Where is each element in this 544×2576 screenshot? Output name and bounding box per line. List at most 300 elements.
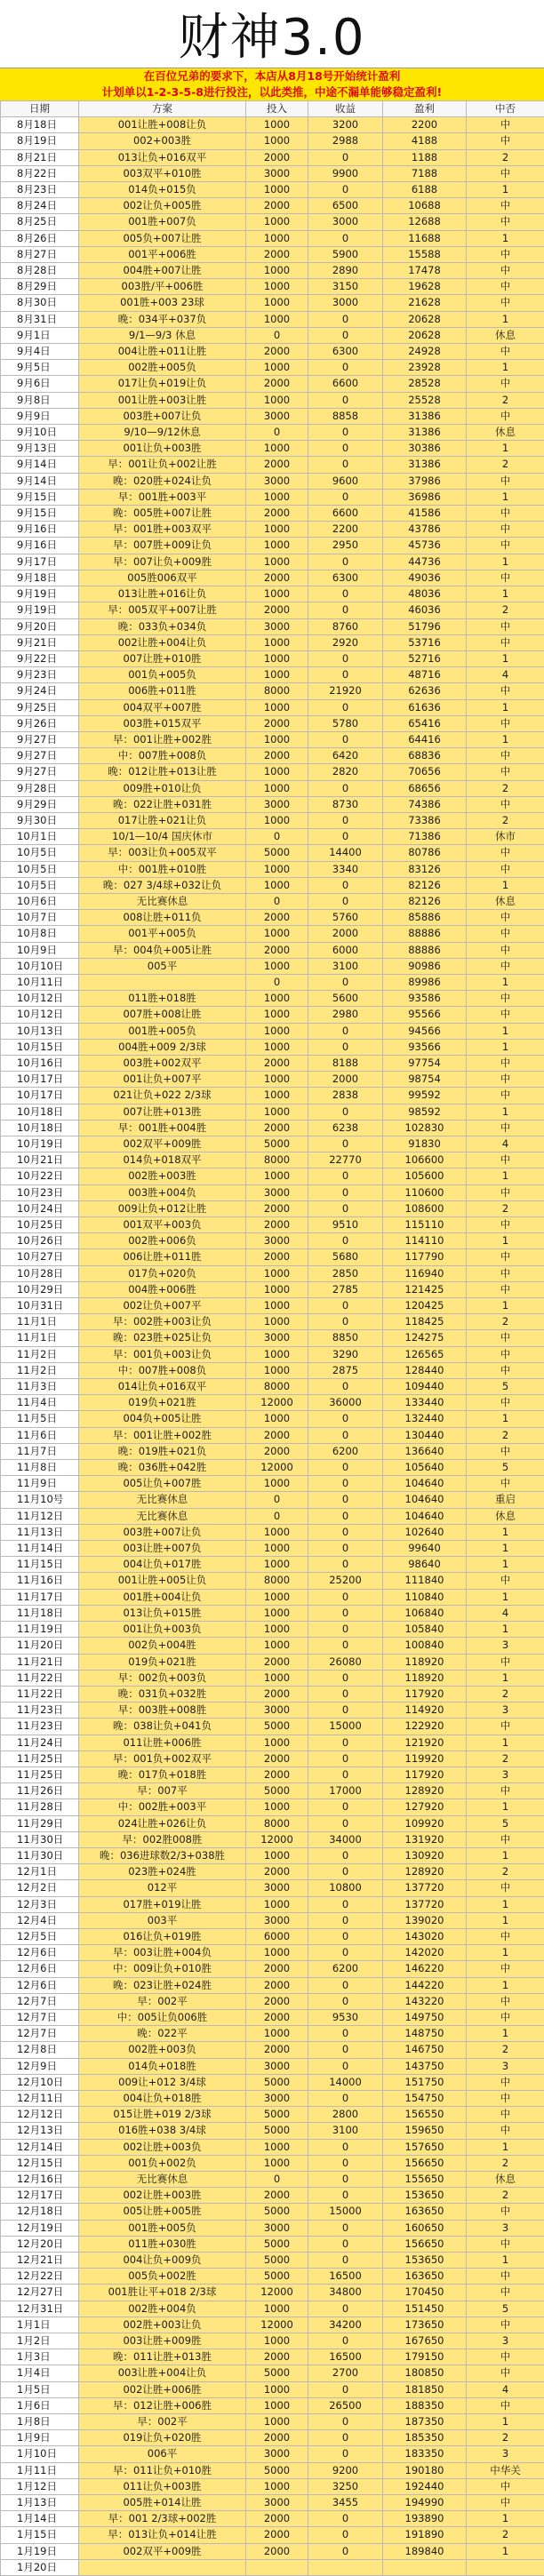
row-profit: 98754 (383, 1072, 467, 1088)
row-plan: 晚：005胜+007让胜 (79, 506, 246, 522)
table-row (1, 1880, 544, 1896)
row-result: 中 (467, 2269, 544, 2285)
row-profit: 102640 (383, 1524, 467, 1540)
row-stake: 2000 (246, 570, 308, 586)
row-profit: 170450 (383, 2285, 467, 2301)
table-row (1, 1088, 544, 1104)
row-result: 1 (467, 2253, 544, 2269)
row-stake: 1000 (246, 991, 308, 1007)
row-stake: 1000 (246, 295, 308, 311)
row-plan: 早：001 2/3球+002胜 (79, 2511, 246, 2527)
row-result: 中 (467, 1993, 544, 2009)
row-profit: 183350 (383, 2446, 467, 2462)
table-row (1, 1443, 544, 1459)
row-stake: 2000 (246, 1200, 308, 1216)
row-profit: 7188 (383, 165, 467, 181)
row-plan: 002让胜+003胜 (79, 2188, 246, 2204)
row-stake: 1000 (246, 1945, 308, 1961)
row-return: 2890 (308, 263, 383, 279)
row-return: 0 (308, 2026, 383, 2042)
row-return: 15000 (308, 2204, 383, 2220)
row-stake: 1000 (246, 1281, 308, 1297)
row-profit: 102830 (383, 1120, 467, 1136)
row-stake: 2000 (246, 1055, 308, 1071)
table-row (1, 1735, 544, 1751)
row-return: 0 (308, 2236, 383, 2252)
row-date: 11月19日 (1, 1622, 79, 1638)
row-result: 中 (467, 1928, 544, 1944)
row-result: 中 (467, 1265, 544, 1281)
row-date: 8月22日 (1, 165, 79, 181)
row-result: 1 (467, 1896, 544, 1912)
row-date: 9月19日 (1, 602, 79, 618)
row-plan: 004胜+007让胜 (79, 263, 246, 279)
row-stake: 2000 (246, 506, 308, 522)
row-date: 10月17日 (1, 1072, 79, 1088)
row-stake: 0 (246, 893, 308, 909)
row-profit: 110600 (383, 1184, 467, 1200)
row-profit: 126565 (383, 1346, 467, 1362)
table-row (1, 2349, 544, 2365)
table-row (1, 2042, 544, 2058)
row-result: 5 (467, 1815, 544, 1831)
table-row (1, 1831, 544, 1847)
row-stake: 2000 (246, 2042, 308, 2058)
table-row (1, 1524, 544, 1540)
table-row (1, 715, 544, 731)
table-row (1, 1411, 544, 1427)
row-plan: 001让胜+005让负 (79, 1573, 246, 1589)
table-row (1, 295, 544, 311)
table-row (1, 2365, 544, 2381)
row-profit: 53716 (383, 634, 467, 650)
row-profit: 137720 (383, 1896, 467, 1912)
row-stake: 1000 (246, 1088, 308, 1104)
table-row (1, 845, 544, 861)
row-return: 0 (308, 1815, 383, 1831)
row-result: 中 (467, 1055, 544, 1071)
row-profit: 132440 (383, 1411, 467, 1427)
row-result: 2 (467, 2527, 544, 2543)
row-plan: 早：003让胜+004负 (79, 1945, 246, 1961)
row-result: 中 (467, 214, 544, 230)
row-profit: 80786 (383, 845, 467, 861)
table-row (1, 408, 544, 424)
row-return: 9510 (308, 1217, 383, 1233)
row-plan: 014负+015负 (79, 182, 246, 198)
row-plan: 003胜+007让负 (79, 1524, 246, 1540)
row-profit: 194990 (383, 2495, 467, 2511)
row-plan: 早：001让胜+002胜 (79, 731, 246, 747)
row-plan: 002让胜+006胜 (79, 2381, 246, 2397)
row-stake: 1000 (246, 1104, 308, 1120)
row-return: 16500 (308, 2269, 383, 2285)
row-date: 10月10日 (1, 958, 79, 974)
table-row (1, 2090, 544, 2106)
row-date: 11月13日 (1, 1524, 79, 1540)
table-row (1, 1638, 544, 1654)
row-result: 2 (467, 1427, 544, 1443)
row-plan: 003平 (79, 1912, 246, 1928)
row-profit: 43786 (383, 522, 467, 538)
row-plan: 019让负+020胜 (79, 2430, 246, 2446)
row-result: 5 (467, 2301, 544, 2317)
table-row (1, 2204, 544, 2220)
row-stake: 1000 (246, 230, 308, 246)
row-result: 中 (467, 2204, 544, 2220)
row-profit: 121920 (383, 1735, 467, 1751)
row-date: 9月14日 (1, 473, 79, 489)
row-return: 2988 (308, 133, 383, 149)
row-date: 11月4日 (1, 1395, 79, 1411)
table-row (1, 2333, 544, 2349)
row-stake: 2000 (246, 198, 308, 214)
row-date: 1月10日 (1, 2446, 79, 2462)
row-date: 10月24日 (1, 1200, 79, 1216)
row-date: 10月7日 (1, 910, 79, 926)
row-return: 0 (308, 2058, 383, 2074)
row-stake: 1000 (246, 441, 308, 457)
table-row (1, 1476, 544, 1492)
row-date: 11月10号 (1, 1492, 79, 1508)
row-result: 1 (467, 2139, 544, 2155)
row-profit: 48036 (383, 586, 467, 602)
row-date: 11月2日 (1, 1362, 79, 1378)
row-plan: 001让负+007平 (79, 1072, 246, 1088)
row-profit: 124275 (383, 1330, 467, 1346)
row-return: 0 (308, 1605, 383, 1621)
row-profit: 52716 (383, 650, 467, 666)
row-date: 10月28日 (1, 1265, 79, 1281)
row-stake: 3000 (246, 2495, 308, 2511)
row-result: 中华关 (467, 2462, 544, 2478)
table-row (1, 699, 544, 715)
row-profit: 156650 (383, 2155, 467, 2171)
row-plan: 002让负+007平 (79, 1298, 246, 1314)
row-result: 1 (467, 1622, 544, 1638)
row-stake: 3000 (246, 1184, 308, 1200)
row-plan: 001让胜+008让负 (79, 117, 246, 133)
row-plan: 001胜+007负 (79, 214, 246, 230)
row-profit: 99640 (383, 1541, 467, 1557)
row-stake: 5000 (246, 2269, 308, 2285)
row-return: 5680 (308, 1249, 383, 1265)
row-plan: 晚：017负+018胜 (79, 1767, 246, 1782)
row-profit: 114110 (383, 1233, 467, 1249)
row-plan: 014负+018双平 (79, 1152, 246, 1168)
row-stake: 1000 (246, 667, 308, 683)
row-result: 休息 (467, 327, 544, 343)
row-return: 6000 (308, 942, 383, 958)
row-plan: 003让胜+004让负 (79, 2365, 246, 2381)
row-return: 2875 (308, 1362, 383, 1378)
row-date: 9月26日 (1, 715, 79, 731)
table-row (1, 796, 544, 812)
row-stake: 2000 (246, 2527, 308, 2543)
row-stake: 2000 (246, 715, 308, 731)
row-return: 14000 (308, 2074, 383, 2090)
row-result: 2 (467, 2188, 544, 2204)
row-return: 0 (308, 360, 383, 376)
row-date: 10月5日 (1, 877, 79, 893)
row-plan: 晚：019胜+021负 (79, 1443, 246, 1459)
row-profit: 173650 (383, 2317, 467, 2333)
row-profit: 155650 (383, 2172, 467, 2188)
row-date: 9月27日 (1, 731, 79, 747)
row-return: 3100 (308, 958, 383, 974)
row-date: 10月22日 (1, 1168, 79, 1184)
table-row (1, 441, 544, 457)
row-stake: 3000 (246, 796, 308, 812)
row-result: 1 (467, 650, 544, 666)
row-date: 1月1日 (1, 2317, 79, 2333)
row-profit: 1188 (383, 149, 467, 165)
row-return: 0 (308, 1977, 383, 1993)
row-stake: 1000 (246, 2381, 308, 2397)
row-date: 8月18日 (1, 117, 79, 133)
row-return: 0 (308, 2381, 383, 2397)
row-profit: 30386 (383, 441, 467, 457)
row-result: 中 (467, 1476, 544, 1492)
row-plan: 003让胜+009胜 (79, 2333, 246, 2349)
row-profit: 131920 (383, 1831, 467, 1847)
row-date: 11月12日 (1, 1508, 79, 1524)
row-plan: 014负+018胜 (79, 2058, 246, 2074)
row-profit: 6188 (383, 182, 467, 198)
row-plan: 004让负+009负 (79, 2253, 246, 2269)
row-return: 8188 (308, 1055, 383, 1071)
row-return: 0 (308, 489, 383, 505)
row-date: 11月24日 (1, 1735, 79, 1751)
row-date: 8月24日 (1, 198, 79, 214)
row-return: 0 (308, 1136, 383, 1152)
row-stake: 2000 (246, 2430, 308, 2446)
row-result: 2 (467, 457, 544, 473)
row-date: 11月16日 (1, 1573, 79, 1589)
table-row (1, 1265, 544, 1281)
row-profit: 143220 (383, 1993, 467, 2009)
row-stake: 2000 (246, 457, 308, 473)
row-result: 1 (467, 311, 544, 327)
table-row (1, 2414, 544, 2430)
table-row (1, 311, 544, 327)
table-row (1, 2543, 544, 2559)
row-result: 1 (467, 1847, 544, 1863)
row-stake: 8000 (246, 1152, 308, 1168)
row-return: 0 (308, 2220, 383, 2236)
row-plan: 003胜+015双平 (79, 715, 246, 731)
row-date: 9月17日 (1, 554, 79, 570)
row-return: 14400 (308, 845, 383, 861)
row-date: 11月1日 (1, 1330, 79, 1346)
row-result: 中 (467, 764, 544, 780)
row-profit: 105600 (383, 1168, 467, 1184)
table-row (1, 2107, 544, 2123)
table-row (1, 877, 544, 893)
row-plan: 002胜+003负 (79, 2042, 246, 2058)
row-profit: 142020 (383, 1945, 467, 1961)
row-plan: 早：002胜+003让负 (79, 1314, 246, 1330)
row-plan: 021让负+022 2/3球 (79, 1088, 246, 1104)
row-return: 0 (308, 311, 383, 327)
row-result: 2 (467, 602, 544, 618)
table-row (1, 2511, 544, 2527)
row-profit: 110840 (383, 1589, 467, 1605)
row-return: 0 (308, 667, 383, 683)
table-row (1, 425, 544, 441)
row-plan: 016胜+038 3/4球 (79, 2123, 246, 2139)
row-plan: 002让负+005胜 (79, 198, 246, 214)
row-return: 25200 (308, 1573, 383, 1589)
row-return: 0 (308, 1945, 383, 1961)
table-row (1, 634, 544, 650)
row-return: 0 (308, 1912, 383, 1928)
table-row (1, 1233, 544, 1249)
table-row (1, 650, 544, 666)
row-plan: 早：012让胜+006胜 (79, 2397, 246, 2413)
table-row (1, 764, 544, 780)
row-stake (246, 2559, 308, 2575)
row-return: 6200 (308, 1443, 383, 1459)
row-date: 11月30日 (1, 1847, 79, 1863)
row-result: 中 (467, 1281, 544, 1297)
row-stake: 3000 (246, 1880, 308, 1896)
table-row (1, 1719, 544, 1735)
row-return: 6420 (308, 748, 383, 764)
row-result: 中 (467, 1249, 544, 1265)
table-row (1, 942, 544, 958)
row-profit: 15588 (383, 246, 467, 262)
row-result: 中 (467, 522, 544, 538)
row-plan: 006平 (79, 2446, 246, 2462)
row-stake: 3000 (246, 2220, 308, 2236)
row-date: 10月13日 (1, 1023, 79, 1039)
row-profit: 51796 (383, 618, 467, 634)
row-profit: 88886 (383, 926, 467, 942)
row-stake: 2000 (246, 2009, 308, 2025)
row-stake: 0 (246, 327, 308, 343)
row-profit: 114920 (383, 1703, 467, 1719)
row-result: 中 (467, 1088, 544, 1104)
row-profit: 190180 (383, 2462, 467, 2478)
row-plan: 早：001胜+003双平 (79, 522, 246, 538)
row-profit: 65416 (383, 715, 467, 731)
table-row (1, 2462, 544, 2478)
row-result: 中 (467, 634, 544, 650)
row-return: 0 (308, 554, 383, 570)
row-return: 2980 (308, 1007, 383, 1023)
row-stake: 2000 (246, 942, 308, 958)
table-row (1, 1072, 544, 1088)
row-return: 36000 (308, 1395, 383, 1411)
row-return: 0 (308, 2527, 383, 2543)
row-return: 0 (308, 1460, 383, 1476)
row-result: 中 (467, 295, 544, 311)
row-date: 12月22日 (1, 2269, 79, 2285)
row-plan: 早：001负+003让负 (79, 1346, 246, 1362)
row-return: 0 (308, 1686, 383, 1702)
row-return: 0 (308, 1622, 383, 1638)
row-stake: 1000 (246, 1735, 308, 1751)
row-result: 3 (467, 1638, 544, 1654)
row-result: 中 (467, 198, 544, 214)
row-result: 中 (467, 845, 544, 861)
row-plan: 早：001负+002双平 (79, 1751, 246, 1767)
row-profit: 117920 (383, 1767, 467, 1782)
row-stake: 3000 (246, 618, 308, 634)
table-row (1, 376, 544, 392)
row-result: 2 (467, 1314, 544, 1330)
row-profit: 105640 (383, 1460, 467, 1476)
row-stake: 3000 (246, 1330, 308, 1346)
row-stake: 1000 (246, 311, 308, 327)
table-row (1, 2009, 544, 2025)
row-result: 中 (467, 376, 544, 392)
row-profit: 41586 (383, 506, 467, 522)
row-result: 1 (467, 489, 544, 505)
row-stake: 2000 (246, 1120, 308, 1136)
row-result: 中 (467, 618, 544, 634)
row-return: 0 (308, 1379, 383, 1395)
row-stake: 1000 (246, 650, 308, 666)
row-result (467, 2559, 544, 2575)
table-row (1, 198, 544, 214)
row-result: 1 (467, 182, 544, 198)
row-return: 34800 (308, 2285, 383, 2301)
row-profit: 12688 (383, 214, 467, 230)
row-plan: 早：002平 (79, 2414, 246, 2430)
table-row (1, 974, 544, 990)
row-date: 1月3日 (1, 2349, 79, 2365)
row-plan: 005胜+014让胜 (79, 2495, 246, 2511)
row-stake: 1000 (246, 2397, 308, 2413)
row-profit: 31386 (383, 425, 467, 441)
row-return: 26500 (308, 2397, 383, 2413)
row-date: 12月31日 (1, 2301, 79, 2317)
row-plan: 009让+012 3/4球 (79, 2074, 246, 2090)
table-row (1, 2172, 544, 2188)
row-return: 2820 (308, 764, 383, 780)
row-date: 9月20日 (1, 618, 79, 634)
row-plan: 011让胜+006胜 (79, 1735, 246, 1751)
header-profit: 盈利 (383, 101, 467, 117)
row-date: 11月18日 (1, 1605, 79, 1621)
row-date: 1月12日 (1, 2478, 79, 2494)
row-profit: 136640 (383, 1443, 467, 1459)
row-date: 10月5日 (1, 861, 79, 877)
row-profit: 90986 (383, 958, 467, 974)
table-row (1, 1460, 544, 1476)
row-stake: 5000 (246, 2462, 308, 2478)
row-result: 中 (467, 1362, 544, 1378)
row-date: 12月11日 (1, 2090, 79, 2106)
row-result: 5 (467, 1379, 544, 1395)
row-date: 9月15日 (1, 489, 79, 505)
table-row (1, 958, 544, 974)
header-result: 中否 (467, 101, 544, 117)
table-row (1, 1896, 544, 1912)
row-profit: 122920 (383, 1719, 467, 1735)
row-result: 1 (467, 1735, 544, 1751)
row-date: 12月10日 (1, 2074, 79, 2090)
row-result: 中 (467, 1072, 544, 1088)
row-date: 9月24日 (1, 683, 79, 699)
row-return: 0 (308, 1411, 383, 1427)
row-stake: 3000 (246, 1703, 308, 1719)
row-profit: 163650 (383, 2204, 467, 2220)
row-date: 1月20日 (1, 2559, 79, 2575)
row-date: 10月19日 (1, 1136, 79, 1152)
